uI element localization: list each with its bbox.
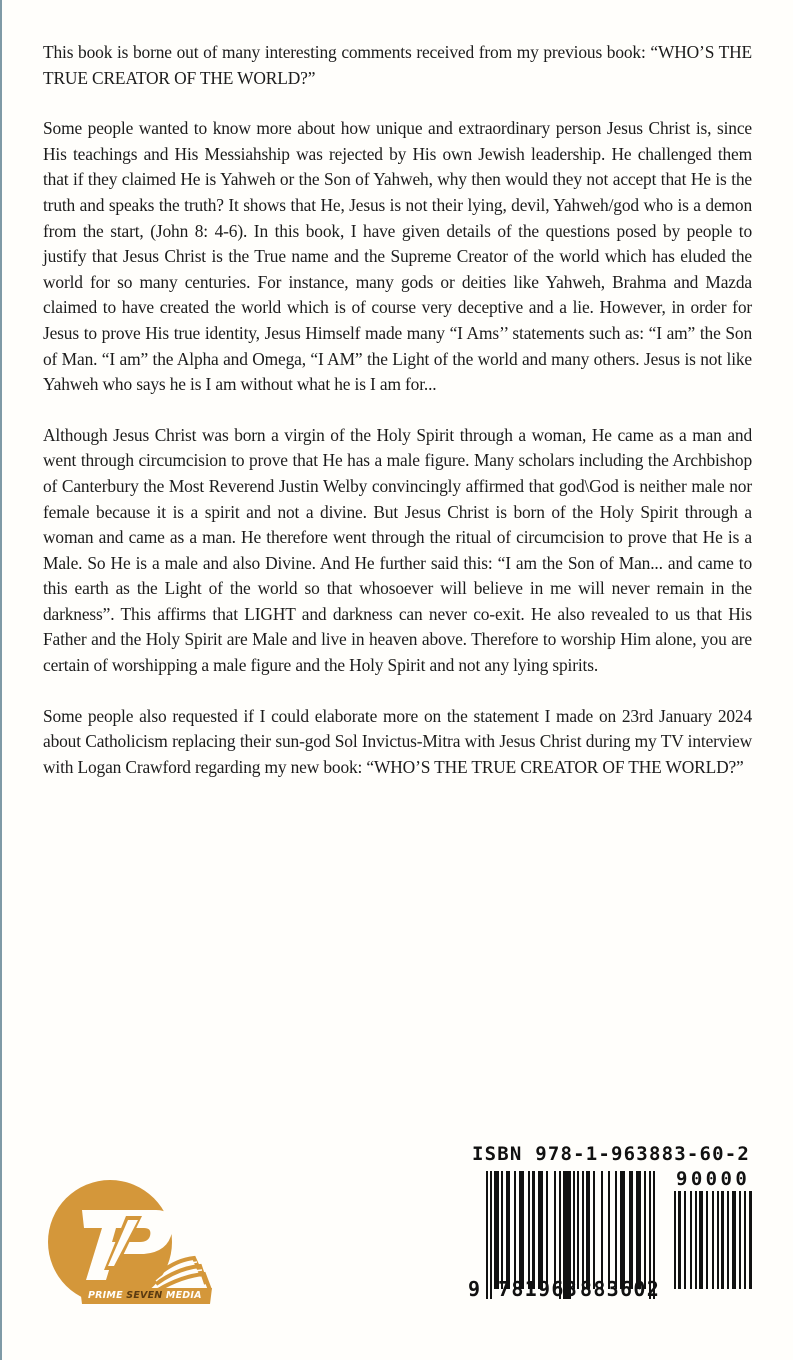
isbn-barcode (468, 1143, 758, 1303)
back-cover-blurb (43, 40, 752, 805)
ean-right-digits: 883602 (580, 1277, 661, 1301)
publisher-name-seven: SEVEN (126, 1290, 163, 1301)
ean-first-digit: 9 (468, 1277, 481, 1301)
publisher-name-media: MEDIA (165, 1290, 202, 1301)
publisher-logo (44, 1180, 214, 1310)
cover-left-edge (0, 0, 2, 1360)
blurb-paragraph-1: This book is borne out of many interesting comments received from my previous book: “WHO’S THE TRUE CREATOR OF THE WORLD?” (43, 42, 752, 88)
publisher-name (88, 1290, 202, 1301)
barcode-addon-digits: 90000 (676, 1168, 751, 1190)
publisher-name-prime: PRIME (88, 1290, 123, 1301)
blurb-paragraph-4: Some people also requested if I could elaborate more on the statement I made on 23rd January 2024 about Catholicism replacing their sun-god Sol Invictus-Mitra with Jesus Christ during my TV interview with Logan Crawford regarding my new book: “WHO’S THE TRUE CREATOR OF THE WORLD?” (43, 705, 752, 777)
ean-left-digits: 781963 (498, 1277, 579, 1301)
isbn-label: ISBN 978-1-963883-60-2 (472, 1143, 751, 1165)
blurb-paragraph-3: Although Jesus Christ was born a virgin of the Holy Spirit through a woman, He came as a man and went through circumcision to prove that He has a male figure. Many scholars including the Archbishop of Canterbury the Most Reverend Justin Welby convincingly affirmed that god\God is neither male nor female because it is a spirit and not a divine. But Jesus Christ is born of the Holy Spirit through a woman and came as a man. He therefore went through the ritual of circumcision to prove that He is a Male. So He is a male and also Divine. And He further said this: “I am the Son of Man... and came to this earth as the Light of the world so that whosoever will believe in me will never remain in the darkness”. This affirms that LIGHT and darkness can never co-exit. He also revealed to us that His Father and the Holy Spirit are Male and live in heaven above. Therefore to worship Him alone, you are certain of worshipping a male figure and the Holy Spirit and not any lying spirits. (43, 424, 752, 676)
blurb-paragraph-2: Some people wanted to know more about how unique and extraordinary person Jesus Christ is, since His teachings and His Messiahship was rejected by His own Jewish leadership. He challenged them that if they claimed He is Yahweh or the Son of Yahweh, why then would they not accept that He is the truth and speaks the truth? It shows that He, Jesus is not their lying, devil, Yahweh/god who is a demon from the start, (John 8: 4-6). In this book, I have given details of the questions posed by people to justify that Jesus Christ is the True name and the Supreme Creator of the world which has eluded the world for so many centuries. For instance, many gods or deities like Yahweh, Brahma and Mazda claimed to have created the world which is of course very deceptive and a lie. However, in order for Jesus to prove His true identity, Jesus Himself made many “I Ams’’ statements such as: “I am” the Son of Man. “I am” the Alpha and Omega, “I AM” the Light of the world and many others. Jesus is not like Yahweh who says he is I am without what he is I am for... (43, 118, 752, 395)
